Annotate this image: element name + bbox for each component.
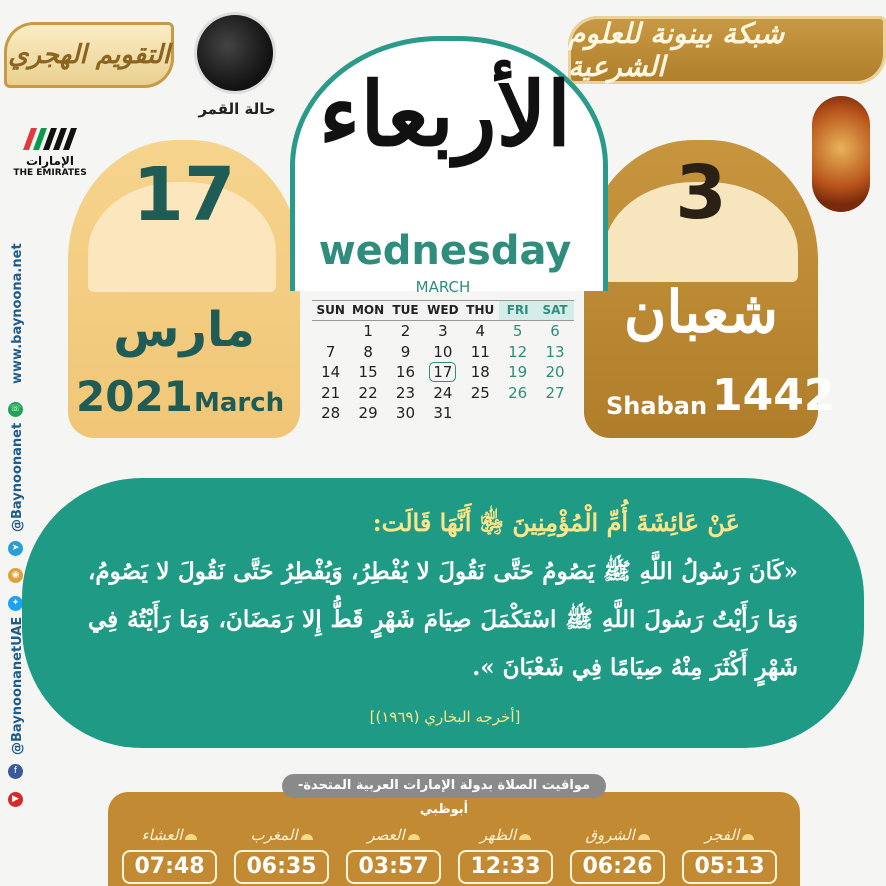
calendar-day-cell	[387, 321, 424, 342]
calendar-weekday-header: MON	[349, 300, 386, 321]
prayer-time-item	[570, 826, 665, 884]
sun-icon	[519, 834, 531, 840]
prayer-times-title: مواقيت الصلاة بدولة الإمارات العربية المتحدة- أبوظبي	[282, 774, 606, 798]
calendar-day-number: 20	[545, 363, 565, 381]
telegram-icon[interactable]: ➤	[8, 541, 23, 556]
prayer-name-text: الشروق	[585, 826, 635, 844]
calendar-day-number: 19	[508, 363, 528, 381]
calendar-day-number: 17	[429, 362, 456, 382]
calendar-month-title: MARCH	[415, 278, 471, 296]
whatsapp-icon[interactable]: ☏	[8, 402, 23, 417]
moon-phase-label: حالة القمر	[198, 100, 276, 118]
prayer-name-text: الظهر	[479, 826, 517, 844]
calendar-weekday-header: FRI	[499, 300, 536, 321]
sun-icon	[185, 834, 197, 840]
calendar-day-number: 18	[470, 363, 490, 381]
prayer-time-value: 07:48	[122, 850, 217, 884]
calendar-day-number: 7	[325, 342, 336, 361]
prayer-name	[234, 826, 329, 848]
calendar-day-cell	[349, 383, 386, 404]
sun-icon	[408, 834, 420, 840]
uae-arabic-label: الإمارات	[25, 154, 75, 168]
calendar-day-number: 30	[395, 404, 416, 422]
calendar-week-row	[312, 321, 574, 342]
calendar-day-cell	[424, 342, 461, 363]
prayer-name	[458, 826, 553, 848]
calendar-day-cell	[499, 342, 536, 363]
youtube-icon[interactable]: ▶	[8, 792, 23, 807]
calendar-day-number: 1	[363, 322, 373, 340]
calendar-day-number: 15	[358, 363, 378, 381]
calendar-day-number: 29	[358, 404, 378, 422]
calendar-weekday-header: SAT	[536, 300, 573, 321]
calendar-weekday-header: TUE	[387, 300, 424, 321]
calendar-day-number: 11	[470, 342, 490, 361]
hijri-calendar-banner: التقويم الهجري	[4, 22, 174, 88]
calendar-day-number: 24	[433, 383, 453, 402]
calendar-day-cell	[424, 321, 461, 342]
prayer-time-value: 06:26	[570, 850, 665, 884]
gregorian-day: 17	[132, 152, 236, 238]
calendar-weekday-header: WED	[424, 300, 461, 321]
calendar-day-cell	[349, 342, 386, 363]
calendar-day-cell	[312, 383, 349, 404]
calendar-day-number: 26	[508, 383, 528, 402]
calendar-day-cell	[462, 362, 499, 383]
ornament-seal-icon	[812, 96, 870, 212]
calendar-day-cell	[536, 342, 573, 363]
calendar-day-number: 28	[321, 404, 341, 422]
calendar-day-number: 5	[512, 322, 523, 340]
calendar-day-number: 22	[358, 383, 378, 402]
calendar-day-cell	[312, 342, 349, 363]
calendar-day-number: 14	[321, 363, 341, 381]
facebook-icon[interactable]: f	[8, 764, 23, 779]
website-link[interactable]: www.baynoona.net	[10, 243, 25, 384]
calendar-day-number: 10	[433, 342, 453, 361]
twitter-icon[interactable]: ✦	[8, 596, 23, 611]
prayer-name-text: العصر	[367, 826, 405, 844]
prayer-time-item	[122, 826, 217, 884]
calendar-day-cell	[536, 403, 573, 424]
weekday-english: wednesday	[318, 228, 572, 274]
gregorian-month-arabic: مارس	[113, 302, 255, 358]
calendar-day-cell	[499, 362, 536, 383]
hijri-year: 1442	[712, 370, 835, 421]
calendar-day-number: 27	[545, 383, 565, 402]
calendar-day-cell	[536, 321, 573, 342]
uae-english-label: THE EMIRATES	[13, 168, 87, 178]
gregorian-month-english: March	[194, 388, 285, 418]
prayer-name-text: الفجر	[704, 826, 740, 844]
calendar-day-cell	[387, 362, 424, 383]
calendar-day-cell	[312, 362, 349, 383]
sun-icon	[742, 834, 754, 840]
calendar-day-number: 21	[321, 383, 341, 402]
social-handle-1[interactable]: @Baynoonanet	[10, 422, 25, 532]
calendar-week-row	[312, 383, 574, 404]
calendar-day-cell	[462, 383, 499, 404]
prayer-name	[682, 826, 777, 848]
prayer-name	[346, 826, 441, 848]
hijri-day: 3	[675, 150, 727, 236]
prayer-time-value: 06:35	[234, 850, 329, 884]
snapchat-icon[interactable]: ◉	[8, 568, 23, 583]
calendar-day-cell	[462, 321, 499, 342]
prayer-name-text: المغرب	[250, 826, 298, 844]
calendar-day-number: 9	[400, 342, 411, 361]
calendar-day-cell	[462, 403, 499, 424]
prayer-time-value: 05:13	[682, 850, 777, 884]
calendar-day-number: 8	[363, 342, 373, 361]
sun-icon	[638, 834, 650, 840]
calendar-day-cell	[499, 321, 536, 342]
prayer-time-item	[346, 826, 441, 884]
calendar-day-cell	[424, 383, 461, 404]
prayer-time-item	[234, 826, 329, 884]
social-handle-2[interactable]: @BaynoonanetUAE	[10, 616, 25, 755]
calendar-day-cell	[387, 403, 424, 424]
calendar-day-cell	[387, 342, 424, 363]
calendar-day-cell	[424, 403, 461, 424]
baynoona-network-banner: شبكة بينونة للعلوم الشرعية	[568, 16, 886, 84]
calendar-day-cell	[312, 321, 349, 342]
calendar-day-number: 13	[545, 342, 565, 361]
calendar-week-row	[312, 362, 574, 383]
calendar-day-number: 16	[395, 363, 416, 381]
sun-icon	[301, 834, 313, 840]
calendar-header-row	[312, 300, 574, 321]
hijri-month-english: Shaban	[606, 392, 708, 420]
calendar-day-cell	[349, 403, 386, 424]
calendar-day-cell	[499, 403, 536, 424]
calendar-day-cell	[536, 362, 573, 383]
calendar-weekday-header: THU	[462, 300, 499, 321]
calendar-day-number: 4	[475, 322, 486, 340]
prayer-time-item	[458, 826, 553, 884]
calendar-day-number: 31	[433, 404, 453, 422]
calendar-day-cell	[462, 342, 499, 363]
prayer-time-value: 03:57	[346, 850, 441, 884]
calendar-day-number: 2	[400, 322, 411, 340]
prayer-name	[570, 826, 665, 848]
month-calendar	[312, 300, 574, 424]
calendar-day-cell	[312, 403, 349, 424]
calendar-weekday-header: SUN	[312, 300, 349, 321]
prayer-time-value: 12:33	[458, 850, 553, 884]
weekday-arabic: الأربعاء	[318, 62, 572, 166]
hijri-month-arabic: شعبان	[623, 278, 779, 346]
prayer-name	[122, 826, 217, 848]
prayer-time-item	[682, 826, 777, 884]
calendar-day-cell	[349, 321, 386, 342]
calendar-day-number: 3	[438, 322, 448, 340]
calendar-today-cell	[424, 362, 461, 383]
moon-phase-icon	[197, 15, 273, 91]
prayer-name-text: العشاء	[141, 826, 183, 844]
calendar-week-row	[312, 403, 574, 424]
hadith-text: «كَانَ رَسُولُ اللَّهِ ﷺ يَصُومُ حَتَّى نَقُولَ لا يُفْطِرُ، وَيُفْطِرُ حَتَّى نَقُولَ لا يَصُومُ، وَمَا رَأَيْتُ رَسُولَ اللَّهِ ﷺ اسْتَكْمَلَ صِيَامَ شَهْرٍ قَطُّ إِلا رَمَضَانَ، وَمَا رَأَيْتُهُ فِي شَهْرٍ أَكْثَرَ مِنْهُ صِيَامًا فِي شَعْبَانَ ».	[88, 558, 798, 681]
calendar-day-cell	[387, 383, 424, 404]
calendar-week-row	[312, 342, 574, 363]
hadith-source: [أخرجه البخاري (١٩٦٩)]	[369, 708, 521, 726]
calendar-day-number: 25	[470, 383, 490, 402]
calendar-day-number: 6	[550, 322, 560, 340]
calendar-day-cell	[349, 362, 386, 383]
calendar-day-cell	[536, 383, 573, 404]
gregorian-year: 2021	[76, 372, 193, 421]
calendar-day-number: 23	[395, 383, 416, 402]
hadith-heading: عَنْ عَائِشَةَ أُمِّ الْمُؤْمِنِينَ ﵂ أَنَّهَا قَالَت:	[372, 508, 740, 537]
calendar-day-cell	[499, 383, 536, 404]
calendar-day-number: 12	[508, 342, 528, 361]
